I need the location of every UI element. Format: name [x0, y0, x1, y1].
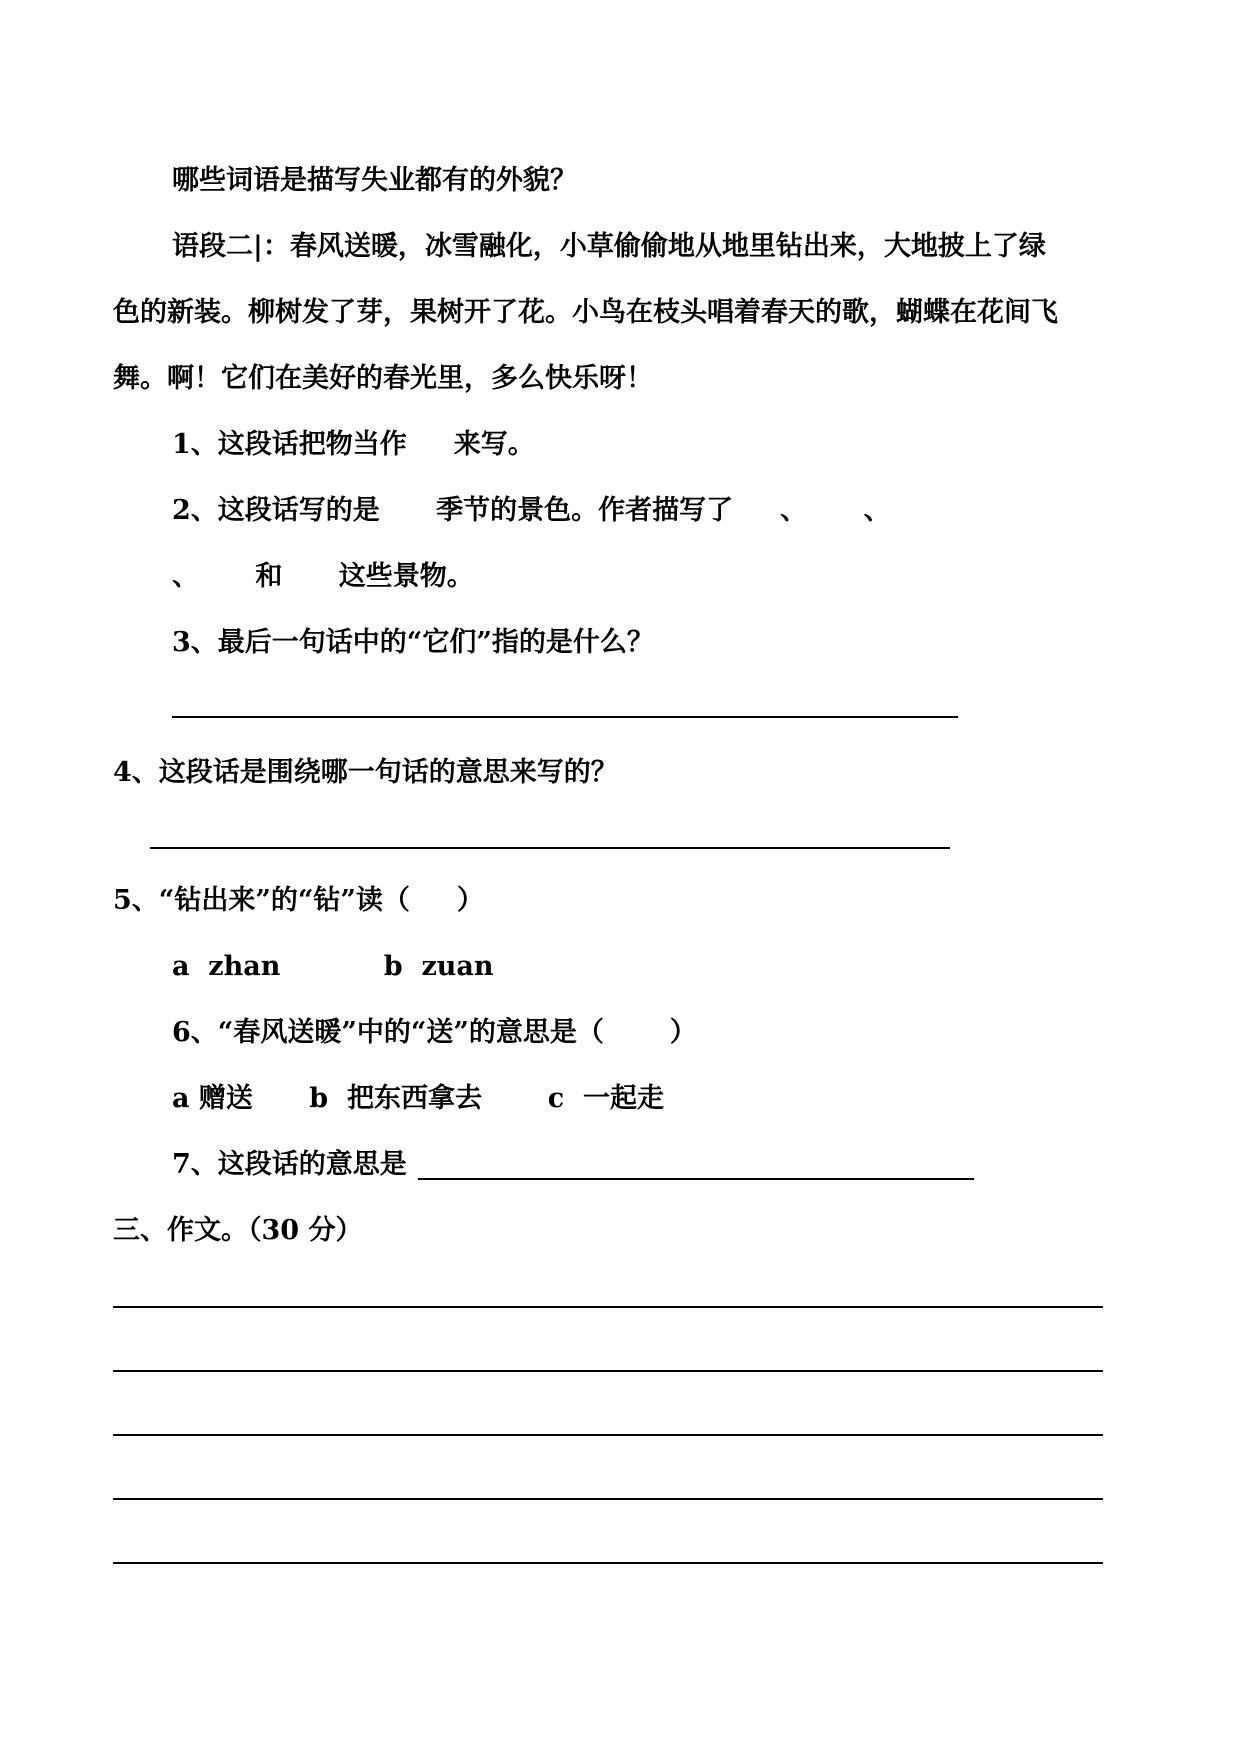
composition-line[interactable]	[113, 1306, 1103, 1308]
question-2-continued: 、 和 这些景物。	[172, 561, 474, 592]
composition-line[interactable]	[113, 1498, 1103, 1500]
question-7: 7、这段话的意思是	[172, 1149, 407, 1180]
passage-text-line-2: 色的新装。柳树发了芽，果树开了花。小鸟在枝头唱着春天的歌，蝴蝶在花间飞	[113, 297, 1058, 328]
question-6-options: a 赠送 b 把东西拿去 c 一起走	[172, 1083, 665, 1114]
question-2: 2、这段话写的是 季节的景色。作者描写了 、 、	[172, 495, 891, 526]
passage-text-line-1: 语段二|：春风送暖，冰雪融化，小草偷偷地从地里钻出来，大地披上了绿	[172, 231, 1046, 262]
composition-line[interactable]	[113, 1370, 1103, 1372]
composition-line[interactable]	[113, 1562, 1103, 1564]
question-1: 1、这段话把物当作 来写。	[172, 429, 535, 460]
composition-line[interactable]	[113, 1434, 1103, 1436]
answer-blank-7[interactable]	[418, 1178, 974, 1180]
question-6: 6、“春风送暖”中的“送”的意思是（ ）	[172, 1017, 697, 1048]
question-3: 3、最后一句话中的“它们”指的是什么？	[172, 627, 654, 658]
answer-blank-4[interactable]	[150, 847, 950, 849]
section-3-heading: 三、作文。（30 分）	[113, 1215, 363, 1246]
question-5: 5、“钻出来”的“钻”读（ ）	[113, 885, 484, 916]
answer-blank-3[interactable]	[172, 716, 958, 718]
passage-text-line-3: 舞。啊！它们在美好的春光里，多么快乐呀！	[113, 363, 653, 394]
question-4: 4、这段话是围绕哪一句话的意思来写的？	[113, 757, 618, 788]
question-5-options: a zhan b zuan	[172, 951, 494, 982]
passage-question-line: 哪些词语是描写失业都有的外貌？	[172, 165, 577, 196]
